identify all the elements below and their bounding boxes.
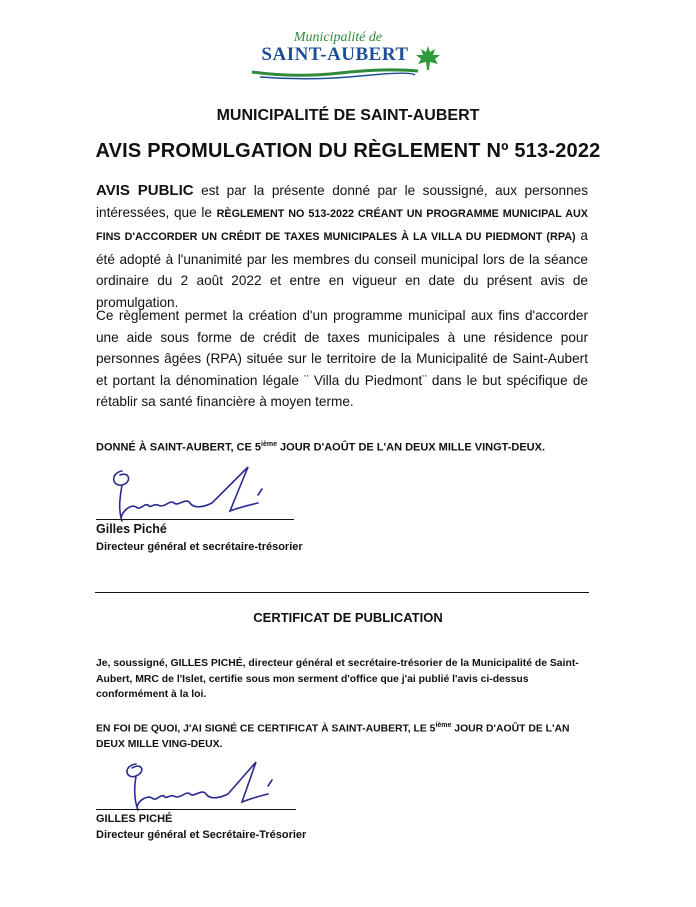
public-notice-label: AVIS PUBLIC: [96, 182, 194, 199]
maple-leaf-icon: [414, 44, 442, 72]
signature-line-1: [96, 519, 294, 520]
given-at-line: [96, 441, 545, 454]
given-at-text-a: DONNÉ À SAINT-AUBERT, CE 5: [96, 441, 262, 454]
certificate-p2-text-a: EN FOI DE QUOI, J'AI SIGNÉ CE CERTIFICAT À SAINT-AUBERT, LE 5: [96, 723, 436, 735]
certificate-paragraph-2: [96, 718, 592, 752]
handwritten-signature-1: [100, 463, 280, 525]
section-divider: [95, 592, 589, 593]
signatory-title-2: Directeur général et Secrétaire-Trésorier: [96, 829, 307, 841]
notice-title: AVIS PROMULGATION DU RÈGLEMENT Nº 513-2022: [95, 140, 601, 162]
logo-wave-icon: [250, 66, 420, 80]
notice-paragraph-1: [96, 180, 588, 313]
certificate-p2-sup: ième: [435, 722, 452, 729]
handwritten-signature-2: [108, 758, 288, 814]
signatory-name-1: Gilles Piché: [96, 522, 167, 536]
paragraph-1-text-b: a été adopté à l'unanimité par les membres du conseil municipal lors de la séance ordinaire du 2 août 2022 et entre en vigueur en date du présent avis de promulgation.: [96, 228, 588, 310]
notice-paragraph-2: Ce règlement permet la création d'un programme municipal aux fins d'accorder une aide sous forme de crédit de taxes municipales à une résidence pour personnes âgées (RPA) située sur le territoire de la Municipalité de Saint-Aubert et portant la dénomination légale ¨ Villa du Piedmont¨ dans le but spécifique de rétablir sa santé financière à moyen terme.: [96, 308, 588, 409]
given-at-text-b: JOUR D'AOÛT DE L'AN DEUX MILLE VINGT-DEUX.: [277, 441, 546, 454]
certificate-paragraph-1: Je, soussigné, GILLES PICHÉ, directeur général et secrétaire-trésorier de la Municipalité de Saint-Aubert, MRC de l'Islet, certifie sous mon serment d'office que j'ai publié l'avis ci-dessus conformément à la loi.: [96, 658, 579, 700]
certificate-title: CERTIFICAT DE PUBLICATION: [253, 610, 443, 625]
given-at-sup: ième: [261, 441, 277, 448]
signatory-title-1: Directeur général et secrétaire-trésorier: [96, 541, 303, 553]
signature-line-2: [96, 809, 296, 810]
certificate-p2-text-b: JOUR D'AOÛT DE L'AN DEUX MILLE VING-DEUX.: [96, 723, 570, 750]
paragraph-1-text-a: est par la présente donné par le soussigné, aux personnes intéressées, que le: [96, 183, 588, 220]
bylaw-name: RÈGLEMENT NO 513-2022 CRÉANT UN PROGRAMME MUNICIPAL AUX FINS D'ACCORDER UN CRÉDIT DE TAXES MUNICIPALES À LA VILLA DU PIEDMONT (RPA): [96, 207, 588, 243]
logo-town-name: SAINT-AUBERT: [261, 44, 409, 65]
signatory-name-2: GILLES PICHÉ: [96, 813, 173, 825]
logo-municipality-text: Municipalité de: [293, 30, 383, 45]
municipality-heading: MUNICIPALITÉ DE SAINT-AUBERT: [216, 107, 480, 124]
